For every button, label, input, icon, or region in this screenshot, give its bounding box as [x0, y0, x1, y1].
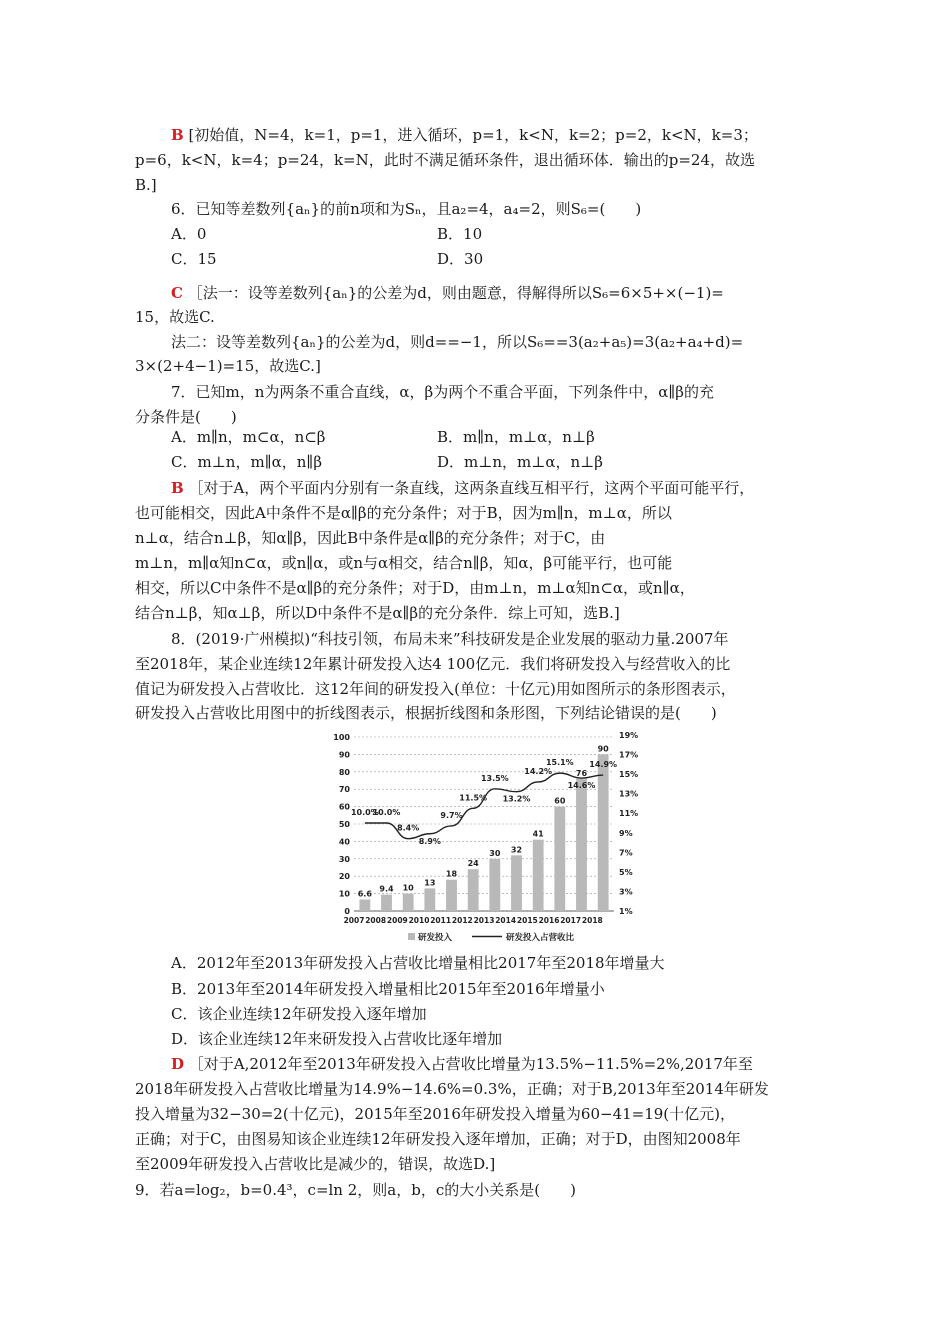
x-tick-label: 2014 [495, 916, 517, 925]
right-tick-label: 13% [619, 789, 639, 799]
text-line: 正确；对于C，由图易知该企业连续12年研发投入逐年增加，正确；对于D，由图知2008年 [135, 1130, 741, 1148]
text-line: B．2013年至2014年研发投入增量相比2015年至2016年增量小 [171, 980, 605, 998]
answer-letter: D [171, 1055, 185, 1073]
option-item: D．m⊥n，m⊥α，n⊥β [437, 453, 603, 471]
left-tick-label: 40 [338, 837, 350, 847]
right-tick-label: 7% [619, 848, 633, 858]
bar [446, 880, 457, 911]
left-tick-label: 30 [338, 854, 350, 864]
line-label: 8.4% [397, 823, 420, 833]
bar-label: 24 [467, 859, 479, 869]
x-tick-label: 2015 [516, 916, 538, 925]
text-line: 15，故选C. [135, 308, 215, 326]
option-item: C．m⊥n，m∥α，n∥β [171, 453, 323, 471]
text-line: 分条件是( ) [135, 408, 237, 426]
text-line: 3×(2+4−1)=15，故选C.] [135, 357, 321, 375]
rd-investment-chart [322, 727, 652, 945]
option-item: C．15 [171, 250, 217, 268]
x-tick-label: 2018 [581, 916, 603, 925]
x-tick-label: 2012 [451, 916, 473, 925]
option-item: D．30 [437, 250, 484, 268]
left-tick-label: 10 [338, 889, 350, 899]
right-tick-label: 17% [619, 750, 639, 760]
bar-label: 13 [424, 878, 436, 888]
bar [576, 779, 587, 911]
bar [359, 900, 370, 911]
text-line: n⊥α，结合n⊥β，知α∥β，因此B中条件是α∥β的充分条件；对于C，由 [135, 529, 606, 547]
line-label: 10.0% [372, 808, 401, 817]
text-line: B.] [135, 176, 157, 194]
text-line: D ［对于A,2012年至2013年研发投入占营收比增量为13.5%−11.5%=2%,2017年至 [171, 1055, 753, 1073]
bar [403, 894, 414, 911]
option-item: A．m∥n，m⊂α，n⊂β [171, 428, 326, 446]
text-line: 2018年研发投入占营收比增量为14.9%−14.6%=0.3%，正确；对于B,2013年至2014年研发 [135, 1080, 769, 1098]
text-line: 8．(2019·广州模拟)“科技引领，布局未来”科技研发是企业发展的驱动力量.2007年 [171, 630, 729, 648]
text-line: 也可能相交，因此A中条件不是α∥β的充分条件；对于B，因为m∥n，m⊥α，所以 [135, 504, 672, 522]
line-label: 13.5% [480, 773, 509, 783]
line-label: 13.2% [502, 794, 531, 804]
answer-letter: B [171, 479, 184, 497]
bar-label: 18 [445, 869, 458, 879]
left-tick-label: 70 [338, 785, 350, 795]
line-label: 15.1% [545, 758, 574, 768]
bar [424, 888, 435, 911]
bar [489, 859, 500, 911]
x-tick-label: 2017 [560, 916, 582, 925]
text-line: A．2012年至2013年研发投入占营收比增量相比2017年至2018年增量大 [171, 954, 665, 972]
x-tick-label: 2011 [430, 916, 452, 925]
left-tick-label: 60 [338, 802, 350, 812]
text-line: 6．已知等差数列{aₙ}的前n项和为Sₙ，且a₂=4，a₄=2，则S₆=( ) [171, 200, 642, 218]
x-tick-label: 2007 [343, 916, 365, 925]
text-line: C．该企业连续12年研发投入逐年增加 [171, 1005, 427, 1023]
left-tick-label: 80 [338, 767, 350, 777]
right-tick-label: 3% [619, 887, 633, 897]
bar-label: 76 [575, 768, 588, 778]
bar-label: 90 [597, 744, 609, 754]
right-tick-label: 5% [619, 867, 633, 877]
bar-label: 41 [532, 829, 544, 839]
option-item: B．10 [437, 225, 483, 243]
legend-line-label: 研发投入占营收比 [506, 933, 575, 943]
text-line: B [初始值，N=4，k=1，p=1，进入循环，p=1，k<N，k=2；p=2，k<N，k=3； [171, 126, 758, 144]
line-label: 14.2% [524, 766, 553, 776]
text-line: 结合n⊥β，知α⊥β，所以D中条件不是α∥β的充分条件．综上可知，选B.] [135, 604, 620, 622]
left-tick-label: 20 [338, 872, 350, 882]
bar-label: 10 [402, 883, 414, 893]
bar-label: 60 [554, 796, 566, 806]
bar [381, 895, 392, 911]
x-tick-label: 2013 [473, 916, 495, 925]
line-label: 14.9% [589, 760, 618, 770]
x-tick-label: 2009 [386, 916, 408, 925]
text-line: 9．若a=log₂，b=0.4³，c=ln 2，则a，b，c的大小关系是( ) [135, 1181, 576, 1199]
legend-bar-swatch [408, 933, 415, 940]
x-tick-label: 2008 [365, 916, 387, 925]
right-tick-label: 19% [619, 731, 639, 740]
text-line: B ［对于A，两个平面内分别有一条直线，这两条直线互相平行，这两个平面可能平行， [171, 479, 755, 497]
line-label: 8.9% [418, 836, 441, 846]
bar-label: 30 [489, 848, 501, 858]
text-line: 至2009年研发投入占营收比是减少的，错误，故选D.] [135, 1155, 496, 1173]
x-tick-label: 2016 [538, 916, 560, 925]
option-item: B．m∥n，m⊥α，n⊥β [437, 428, 595, 446]
text-line: 至2018年，某企业连续12年累计研发投入达4 100亿元．我们将研发投入与经营收入的比 [135, 655, 731, 673]
text-line: D．该企业连续12年来研发投入占营收比逐年增加 [171, 1030, 503, 1048]
right-tick-label: 15% [619, 770, 639, 780]
bar-label: 32 [510, 845, 523, 855]
text-line: 值记为研发投入占营收比．这12年间的研发投入(单位：十亿元)用如图所示的条形图表示， [135, 680, 736, 698]
right-tick-label: 1% [619, 907, 633, 916]
text-line: 研发投入占营收比用图中的折线图表示，根据折线图和条形图，下列结论错误的是( ) [135, 704, 717, 722]
bar [598, 754, 609, 911]
bar [533, 840, 544, 911]
line-label: 10.0% [350, 808, 379, 817]
right-tick-label: 9% [619, 828, 633, 838]
text-line: C ［法一：设等差数列{aₙ}的公差为d，则由题意，得解得所以S₆=6×5+×(−1)= [171, 284, 724, 302]
left-tick-label: 50 [338, 820, 350, 829]
text-line: 投入增量为32−30=2(十亿元)，2015年至2016年研发投入增量为60−41=19(十亿元)， [135, 1105, 736, 1123]
left-tick-label: 90 [338, 750, 350, 760]
answer-letter: C [171, 284, 183, 302]
line-label: 14.6% [567, 781, 596, 791]
bar [468, 869, 479, 911]
line-label: 11.5% [459, 793, 488, 803]
option-item: A．0 [171, 225, 207, 243]
line-label: 9.7% [440, 810, 463, 820]
x-tick-label: 2010 [408, 916, 430, 925]
bar [554, 807, 565, 911]
legend-bar-label: 研发投入 [418, 933, 453, 943]
answer-letter: B [171, 126, 184, 144]
bar-label: 9.4 [379, 884, 394, 894]
text-line: 相交，所以C中条件不是α∥β的充分条件；对于D，由m⊥n，m⊥α知n⊂α，或n∥α， [135, 579, 695, 597]
text-line: p=6，k<N，k=4；p=24，k=N，此时不满足循环条件，退出循环体．输出的p=24，故选 [135, 151, 755, 169]
bar-label: 6.6 [357, 889, 372, 899]
text-line: 法二：设等差数列{aₙ}的公差为d，则d==−1，所以S₆==3(a₂+a₅)=3(a₂+a₄+d)= [171, 333, 744, 351]
left-tick-label: 100 [333, 733, 350, 742]
text-line: 7．已知m，n为两条不重合直线，α，β为两个不重合平面，下列条件中，α∥β的充 [171, 383, 714, 401]
left-tick-label: 0 [344, 907, 350, 916]
right-tick-label: 11% [619, 809, 639, 819]
text-line: m⊥n，m∥α知n⊂α，或n∥α，或n与α相交，结合n∥β，知α，β可能平行，也可能 [135, 554, 673, 572]
bar [511, 855, 522, 911]
